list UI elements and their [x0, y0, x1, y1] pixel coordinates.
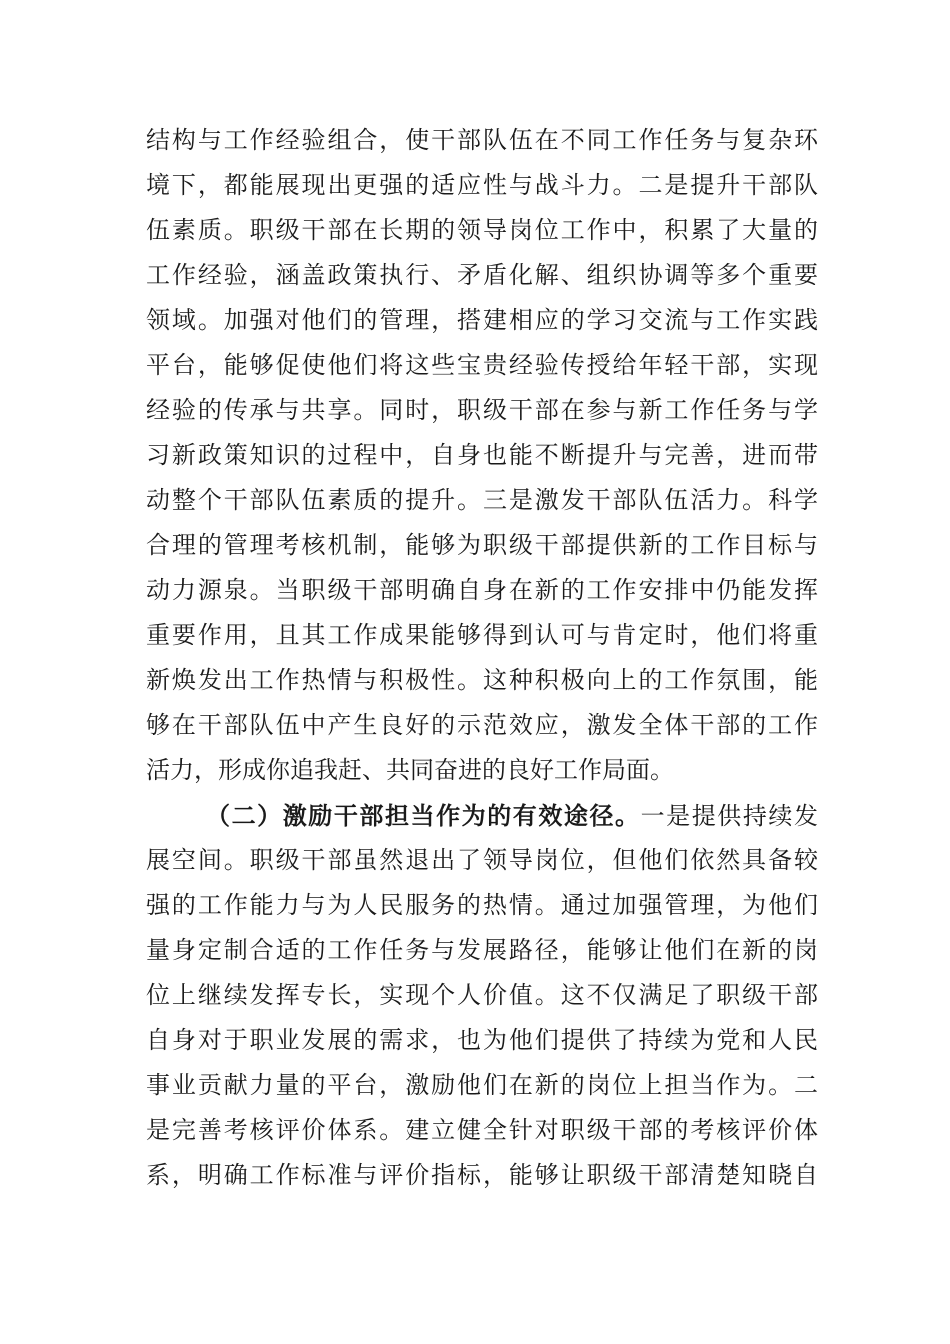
- text-line: 领域。加强对他们的管理，搭建相应的学习交流与工作实践: [146, 306, 818, 334]
- text-line: 系，明确工作标准与评价指标，能够让职级干部清楚知晓自: [146, 1161, 818, 1189]
- text-line: 合理的管理考核机制，能够为职级干部提供新的工作目标与: [146, 531, 818, 559]
- section-heading-line: [146, 793, 818, 838]
- text-line: 强的工作能力与为人民服务的热情。通过加强管理，为他们: [146, 891, 818, 919]
- text-line: 动整个干部队伍素质的提升。三是激发干部队伍活力。科学: [146, 486, 818, 514]
- text-line: 习新政策知识的过程中，自身也能不断提升与完善，进而带: [146, 441, 818, 469]
- heading-line-text: 一是提供持续发: [640, 802, 819, 830]
- text-line: 自身对于职业发展的需求，也为他们提供了持续为党和人民: [146, 1026, 818, 1054]
- paragraph-2: [146, 793, 818, 1198]
- text-line: 事业贡献力量的平台，激励他们在新的岗位上担当作为。二: [146, 1071, 818, 1099]
- text-line: 平台，能够促使他们将这些宝贵经验传授给年轻干部，实现: [146, 351, 818, 379]
- text-line: 新焕发出工作热情与积极性。这种积极向上的工作氛围，能: [146, 666, 818, 694]
- text-line: 活力，形成你追我赶、共同奋进的良好工作局面。: [146, 756, 674, 784]
- document-body: [146, 118, 818, 1198]
- text-line: 是完善考核评价体系。建立健全针对职级干部的考核评价体: [146, 1116, 818, 1144]
- text-line: 位上继续发挥专长，实现个人价值。这不仅满足了职级干部: [146, 981, 818, 1009]
- text-line: 工作经验，涵盖政策执行、矛盾化解、组织协调等多个重要: [146, 261, 818, 289]
- text-line: 动力源泉。当职级干部明确自身在新的工作安排中仍能发挥: [146, 576, 818, 604]
- paragraph-1: [146, 118, 818, 793]
- text-line: 够在干部队伍中产生良好的示范效应，激发全体干部的工作: [146, 711, 818, 739]
- text-line: 重要作用，且其工作成果能够得到认可与肯定时，他们将重: [146, 621, 818, 649]
- text-line: 展空间。职级干部虽然退出了领导岗位，但他们依然具备较: [146, 846, 818, 874]
- text-line: 境下，都能展现出更强的适应性与战斗力。二是提升干部队: [146, 171, 818, 199]
- text-line: 经验的传承与共享。同时，职级干部在参与新工作任务与学: [146, 396, 818, 424]
- section-heading: （二）激励干部担当作为的有效途径。: [206, 801, 641, 830]
- text-line: 伍素质。职级干部在长期的领导岗位工作中，积累了大量的: [146, 216, 818, 244]
- text-line: 量身定制合适的工作任务与发展路径，能够让他们在新的岗: [146, 936, 818, 964]
- text-line: 结构与工作经验组合，使干部队伍在不同工作任务与复杂环: [146, 126, 818, 154]
